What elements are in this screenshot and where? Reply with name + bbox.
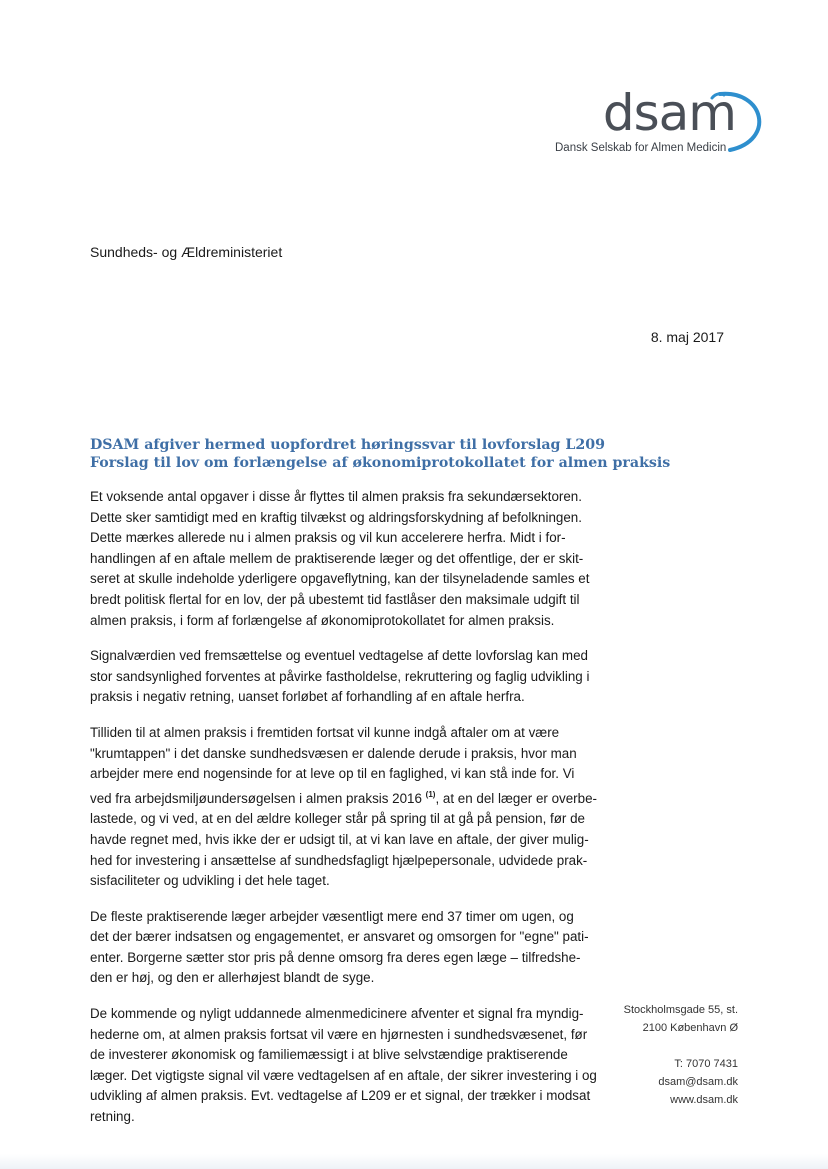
paragraph-3: [90, 723, 596, 892]
text-line: udvikling af almen praksis. Evt. vedtagelse af L209 er et signal, der trækker i modsat: [90, 1088, 591, 1104]
contact-phone: T: 7070 7431: [674, 1058, 738, 1070]
footnote-reference: (1): [425, 789, 436, 799]
scan-edge: [0, 1154, 828, 1169]
text-line: det der bærer indsatsen og engagementet, er ansvaret og omsorgen for "egne" pati-: [90, 929, 589, 945]
spacer: [600, 1037, 738, 1055]
text-line: Tilliden til at almen praksis i fremtiden fortsat vil kunne indgå aftaler om at være: [90, 724, 560, 740]
text-line: seret at skulle indeholde yderligere opgaveflytning, kan der tilsyneladende samles et: [90, 571, 590, 587]
contact-website[interactable]: www.dsam.dk: [670, 1094, 738, 1106]
paragraph-1: [90, 487, 596, 631]
text-line: Signalværdien ved fremsættelse og eventuel vedtagelse af dette lovforslag kan med: [90, 648, 588, 664]
address-city: 2100 København Ø: [642, 1022, 738, 1034]
paragraph-5: [90, 1004, 596, 1128]
text-line: Et voksende antal opgaver i disse år flyttes til almen praksis fra sekundærsektoren.: [90, 489, 582, 504]
text-line: retning.: [90, 1109, 135, 1125]
text-line: enter. Borgerne sætter stor pris på denne omsorg fra deres egen læge – tilfredshe-: [90, 949, 581, 965]
text-line: Dette sker samtidigt med en kraftig tilvækst og aldringsforskydning af befolkningen.: [90, 509, 582, 525]
text-line-with-reference: [90, 785, 596, 810]
letter-date: 8. maj 2017: [650, 329, 724, 345]
text-line: havde regnet med, hvis ikke der er udsigt til, at vi kan lave en aftale, der giver mulig-: [90, 831, 589, 847]
text-segment: , at en del læger er overbe-: [435, 790, 597, 806]
text-line: stor sandsynlighed forventes at påvirke fastholdelse, rekruttering og faglig udvikling i: [90, 668, 590, 684]
logo-wordmark: dsam: [602, 84, 736, 142]
recipient: Sundheds- og Ældreministeriet: [90, 244, 283, 260]
letter-body: [90, 487, 596, 1143]
text-segment: ved fra arbejdsmiljøundersøgelsen i almen praksis 2016: [90, 790, 426, 806]
paragraph-2: [90, 646, 596, 708]
text-line: den er høj, og den er allerhøjest blandt de syge.: [90, 970, 375, 986]
text-line: Dette mærkes allerede nu i almen praksis og vil kun accelerere herfra. Midt i for-: [90, 530, 566, 546]
text-line: "krumtappen" i det danske sundhedsvæsen er dalende derude i praksis, hvor man: [90, 745, 577, 761]
dsam-logo: [548, 84, 770, 164]
text-line: hederne om, at almen praksis fortsat vil være en hjørnesten i sundhedsvæsenet, før: [90, 1026, 588, 1042]
address-street: Stockholmsgade 55, st.: [623, 1004, 738, 1016]
text-line: bredt politisk flertal for en lov, der på ubestemt tid fastlåser den maksimale udgift til: [90, 591, 580, 607]
text-line: arbejder mere end nogensinde for at leve op til en faglighed, vi kan stå inde for. Vi: [90, 766, 575, 782]
contact-block: [600, 1001, 738, 1109]
text-line: almen praksis, i form af forlængelse af økonomiprotokollatet for almen praksis.: [90, 612, 555, 628]
letter-heading: [90, 436, 671, 472]
text-line: sisfaciliteter og udvikling i det hele taget.: [90, 873, 330, 889]
contact-email[interactable]: dsam@dsam.dk: [658, 1076, 738, 1088]
text-line: De fleste praktiserende læger arbejder væsentligt mere end 37 timer om ugen, og: [90, 908, 574, 924]
text-line: de investerer økonomisk og familiemæssigt i at blive selvstændige praktiserende: [90, 1047, 568, 1063]
text-line: praksis i negativ retning, uanset forløbet af forhandling af en aftale herfra.: [90, 689, 525, 705]
text-line: lastede, og vi ved, at en del ældre kolleger står på spring til at gå på pension, før de: [90, 811, 585, 827]
paragraph-4: [90, 907, 596, 989]
heading-line-2: Forslag til lov om forlængelse af økonomiprotokollatet for almen praksis: [90, 455, 671, 471]
text-line: De kommende og nyligt uddannede almenmedicinere afventer et signal fra myndig-: [90, 1006, 584, 1022]
logo-subtitle: Dansk Selskab for Almen Medicin: [555, 142, 727, 154]
text-line: handlingen af en aftale mellem de praktiserende læger og det offentlige, der er skit-: [90, 550, 584, 566]
heading-line-1: DSAM afgiver hermed uopfordret høringssvar til lovforslag L209: [90, 437, 605, 453]
text-line: hed for investering i ansættelse af sundhedsfagligt hjælpepersonale, udvidede prak-: [90, 852, 588, 868]
text-line: læger. Det vigtigste signal vil være vedtagelsen af en aftale, der sikrer investering i og: [90, 1067, 597, 1083]
